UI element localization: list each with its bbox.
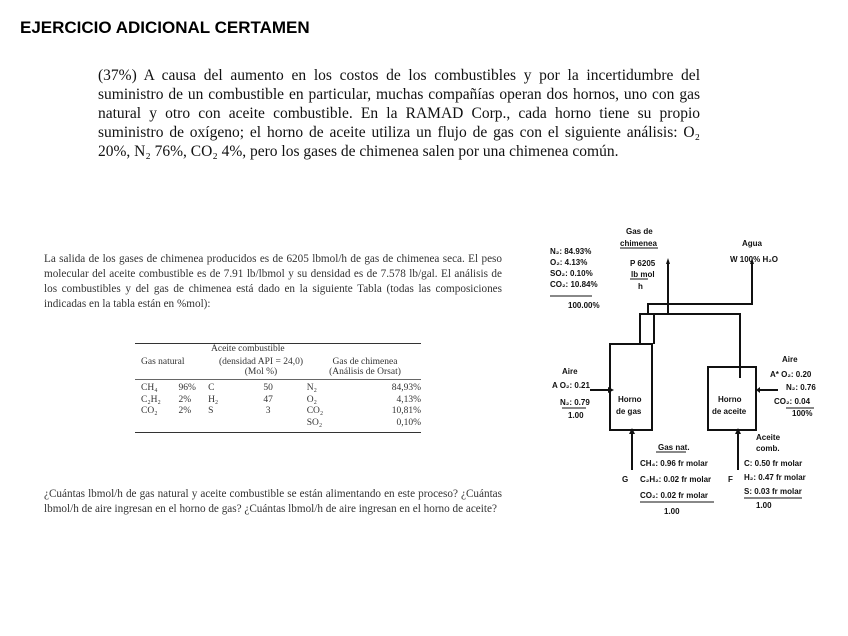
table-cell-f: CO₂: [306, 406, 324, 416]
oil-c: C: 0.50 fr molar: [744, 459, 803, 468]
table-cell-fv: 10,81%: [391, 406, 422, 416]
flue-co2: CO₂: 10.84%: [550, 280, 598, 289]
table-cell-g: CH₄: [141, 383, 158, 393]
flue-n2: N₂: 84.93%: [550, 247, 592, 256]
flue-label-1: Gas de: [626, 227, 653, 236]
air-oil-total: 100%: [792, 409, 813, 418]
air-oil-label: Aire: [782, 355, 798, 364]
page-title: EJERCICIO ADICIONAL CERTAMEN: [20, 18, 310, 37]
table-cell-g: C₂H₂: [141, 394, 161, 405]
gas-furnace-label-1: Horno: [618, 395, 642, 404]
oil-label-2: comb.: [756, 444, 780, 453]
col-gas-header: Gas natural: [141, 357, 185, 367]
oil-stream: F: [728, 475, 733, 484]
natgas-c2h2: C₂H₂: 0.02 fr molar: [640, 475, 712, 484]
flue-total: 100.00%: [568, 301, 600, 310]
natgas-label: Gas nat.: [658, 443, 690, 452]
gas-furnace-box: [610, 344, 652, 430]
natgas-co2: CO₂: 0.02 fr molar: [640, 491, 709, 500]
table-cell-gv: 96%: [178, 383, 196, 393]
water-comp: W 100% H₂O: [730, 255, 779, 264]
table-cell-ov: 47: [263, 394, 273, 405]
problem-intro: (37%) A causa del aumento en los costos de los combustibles y por la incertidumbre del suministro de un combustible en particular, muchas compañías operan dos hornos, uno con gas natural y otro con aceite combustible. En la RAMAD Corp., cada horno tiene su propio suministro de oxígeno; el horno de aceite utiliza un flujo de gas con el siguiente análisis: O₂ 20%, N₂ 76%, CO₂ 4%, pero los gases de chimenea salen por una chimenea común.: [98, 67, 700, 160]
table-cell-o: S: [208, 406, 214, 416]
table-cell-fv: 84,93%: [391, 383, 422, 393]
table-row: [135, 383, 421, 395]
table-cell-ov: 50: [263, 383, 273, 393]
table-row: [135, 395, 421, 407]
table-cell-f: SO₂: [306, 417, 323, 428]
table-cell-o: [204, 418, 238, 430]
table-row: [135, 406, 421, 418]
flue-label-2: chimenea: [620, 239, 657, 248]
flue-flow: P 6205: [630, 259, 656, 268]
problem-question: ¿Cuántas lbmol/h de gas natural y aceite combustible se están alimentando en este proceso? ¿Cuántas lbmol/h de aire ingresan en el horno de gas? ¿Cuántas lbmol/h de aire ingresan en el horno de aceite?: [44, 488, 502, 515]
table-cell-gv: 2%: [178, 394, 192, 405]
air-oil-n2: N₂: 0.76: [786, 383, 816, 392]
col-flue-subheader: (Análisis de Orsat): [329, 367, 401, 377]
table-cell-o: C: [208, 383, 215, 393]
col-oil-header: (Mol %): [244, 367, 278, 377]
oil-label-1: Aceite: [756, 433, 781, 442]
table-cell-fv: 0,10%: [396, 417, 422, 428]
table-cell-ov: [238, 418, 299, 430]
oil-furnace-label-2: de aceite: [712, 407, 747, 416]
flue-unit-h: h: [638, 282, 643, 291]
oil-h2: H₂: 0.47 fr molar: [744, 473, 806, 482]
table-header-row: [135, 354, 421, 379]
air-oil-o2: A* O₂: 0.20: [770, 370, 812, 379]
natgas-ch4: CH₄: 0.96 fr molar: [640, 459, 708, 468]
flue-so2: SO₂: 0.10%: [550, 269, 593, 278]
table-header-oil: Aceite combustible: [211, 344, 285, 354]
table-cell-fv: 4,13%: [396, 394, 422, 405]
water-label: Agua: [742, 239, 762, 248]
gas-furnace-label-2: de gas: [616, 407, 642, 416]
table-cell-f: N₂: [306, 383, 317, 393]
table-cell-f: O₂: [306, 394, 317, 405]
composition-table: [135, 343, 421, 433]
air-gas-label: Aire: [562, 367, 578, 376]
col-flue-header: Gas de chimenea: [332, 357, 398, 367]
air-gas-n2: N₂: 0.79: [560, 398, 590, 407]
flue-unit: lb mol: [631, 270, 655, 279]
air-oil-co2: CO₂: 0.04: [774, 397, 811, 406]
table-row: [135, 418, 421, 430]
natgas-total: 1.00: [664, 507, 680, 516]
natgas-stream: G: [622, 475, 629, 484]
oil-s: S: 0.03 fr molar: [744, 487, 802, 496]
air-gas-o2: A O₂: 0.21: [552, 381, 590, 390]
flue-o2: O₂: 4.13%: [550, 258, 588, 267]
oil-furnace-label-1: Horno: [718, 395, 742, 404]
table-cell-ov: 3: [265, 406, 271, 416]
table-cell-gv: 2%: [178, 406, 192, 416]
table-cell-o: H₂: [208, 394, 219, 405]
table-cell-g: CO₂: [141, 406, 158, 416]
table-cell-gv: [178, 418, 204, 430]
problem-paragraph: La salida de los gases de chimenea producidos es de 6205 lbmol/h de gas de chimenea seca. El peso molecular del aceite combustible es de 7.91 lb/lbmol y su densidad es de 7.578 lb/gal. El análisis de los combustibles y del gas de chimenea está dado en la siguiente Tabla (todas las composiciones indicadas en la tabla están en %mol):: [44, 253, 502, 310]
process-flow-diagram: [530, 222, 830, 522]
table-cell-g: [135, 418, 178, 430]
oil-total: 1.00: [756, 501, 772, 510]
air-gas-total: 1.00: [568, 411, 584, 420]
col-oil-density: (densidad API = 24,0): [219, 357, 303, 367]
